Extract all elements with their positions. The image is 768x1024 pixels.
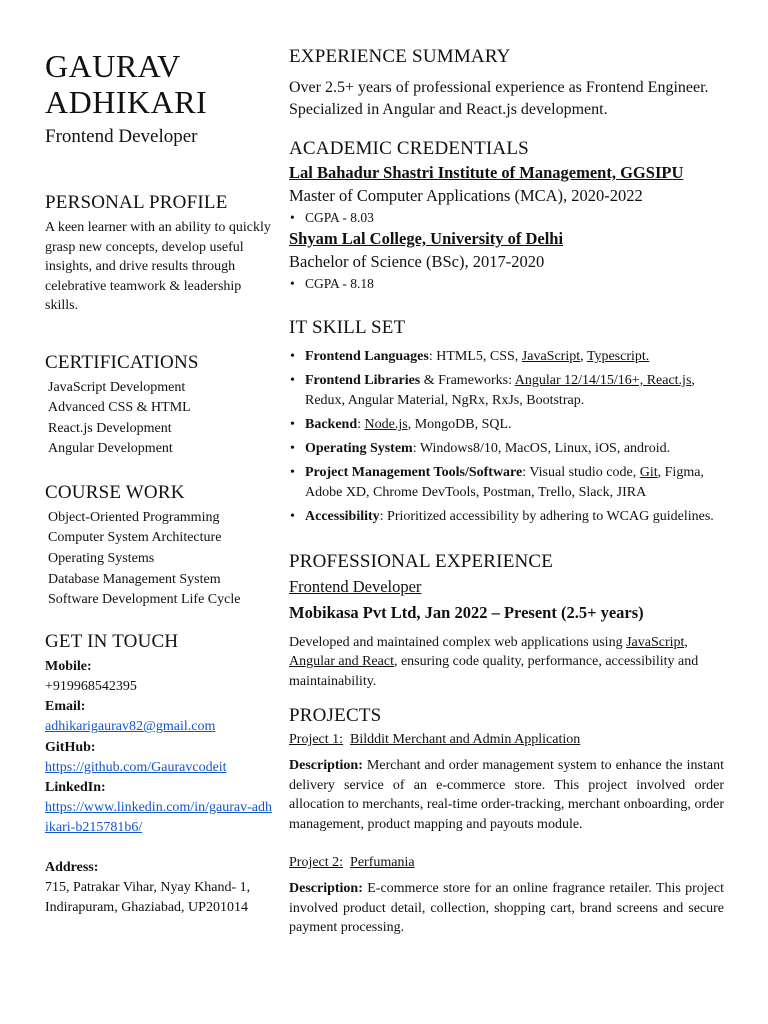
project-label: Project 2: [289,855,344,871]
experience-company: Mobikasa Pvt Ltd, Jan 2022 – Present (2.5+ years) [289,602,644,622]
linkedin-link[interactable]: https://www.linkedin.com/in/gaurav-adhikari-b215781b6/ [45,800,272,836]
list-item: Computer System Architecture [48,530,222,546]
address-label: Address: [45,859,99,875]
linkedin-label: LinkedIn: [45,780,106,796]
contact-block [45,657,275,918]
project-name: Perfumania [350,855,415,871]
list-item: JavaScript Development [48,379,186,395]
profile-heading: PERSONAL PROFILE [45,192,228,213]
projects-heading: PROJECTS [289,705,382,727]
cgpa: • CGPA - 8.18 [289,274,724,294]
project-description: Description: Merchant and order management system to enhance the instant delivery service of an e-commerce store. This project involved order allocation to merchants, real-time order-tracking, merchant onboarding, order management, product mapping and payouts module. [289,758,724,832]
certifications-list [45,378,275,460]
academic-entry [289,228,724,294]
email-label: Email: [45,699,86,715]
institute-name: Lal Bahadur Shastri Institute of Management, GGSIPU [289,163,684,182]
skill-frontend-languages: • Frontend Languages: HTML5, CSS, JavaScript, Typescript. [289,347,724,368]
mobile-value: +919968542395 [45,679,137,695]
skill-backend: • Backend: Node.js, MongoDB, SQL. [289,415,724,436]
summary-heading: EXPERIENCE SUMMARY [289,46,511,67]
coursework-heading: COURSE WORK [45,481,185,503]
project-description: Description: E-commerce store for an online fragrance retailer. This project involved product detail, collection, shopping cart, brand screens and secure payment processing. [289,881,724,936]
list-item: Software Development Life Cycle [48,592,241,608]
summary-text: Over 2.5+ years of professional experience as Frontend Engineer. Specialized in Angular and React.js development. [289,79,709,118]
skills-heading: IT SKILL SET [289,317,406,338]
list-item: Advanced CSS & HTML [48,400,191,416]
project-item [289,729,724,834]
email-link[interactable]: adhikarigaurav82@gmail.com [45,719,216,735]
project-item [289,852,724,938]
skill-accessibility: • Accessibility: Prioritized accessibility by adhering to WCAG guidelines. [289,507,724,528]
certifications-heading: CERTIFICATIONS [45,351,199,373]
contact-heading: GET IN TOUCH [45,630,179,652]
profile-text: A keen learner with an ability to quickly grasp new concepts, develop useful insights, and drive results through celebrative teamwork & leadership skills. [45,220,271,313]
skill-project-management: • Project Management Tools/Software: Visual studio code, Git, Figma, Adobe XD, Chrome DevTools, Postman, Trello, Slack, JIRA [289,463,724,504]
skill-frontend-libraries: • Frontend Libraries & Frameworks: Angular 12/14/15/16+, React.js, Redux, Angular Material, NgRx, RxJs, Bootstrap. [289,371,724,412]
institute-name: Shyam Lal College, University of Delhi [289,229,564,248]
degree: Master of Computer Applications (MCA), 2020-2022 [289,186,643,205]
experience-description: Developed and maintained complex web applications using JavaScript, Angular and React, ensuring code quality, performance, accessibility and maintainability. [289,634,699,689]
degree: Bachelor of Science (BSc), 2017-2020 [289,252,545,271]
left-column [45,48,275,918]
project-name: Bilddit Merchant and Admin Application [350,732,581,748]
list-item: React.js Development [48,420,172,436]
experience-title: Frontend Developer [289,576,422,596]
right-column [289,46,724,938]
list-item: Operating Systems [48,551,155,567]
list-item: Angular Development [48,441,173,457]
coursework-list [45,508,275,611]
project-label: Project 1: [289,732,344,748]
cgpa: • CGPA - 8.03 [289,208,724,228]
github-link[interactable]: https://github.com/Gauravcodeit [45,759,227,775]
academics-heading: ACADEMIC CREDENTIALS [289,138,529,159]
list-item: Object-Oriented Programming [48,509,220,525]
name-first: GAURAV [45,48,181,84]
skill-operating-system: • Operating System: Windows8/10, MacOS, Linux, iOS, android. [289,439,724,460]
mobile-label: Mobile: [45,658,92,674]
list-item: Database Management System [48,571,221,587]
github-label: GitHub: [45,739,96,755]
job-role: Frontend Developer [45,126,198,147]
experience-heading: PROFESSIONAL EXPERIENCE [289,550,554,572]
name-last: ADHIKARI [45,84,208,120]
academic-entry [289,162,724,228]
address-value: 715, Patrakar Vihar, Nyay Khand- 1, Indirapuram, Ghaziabad, UP201014 [45,879,251,916]
